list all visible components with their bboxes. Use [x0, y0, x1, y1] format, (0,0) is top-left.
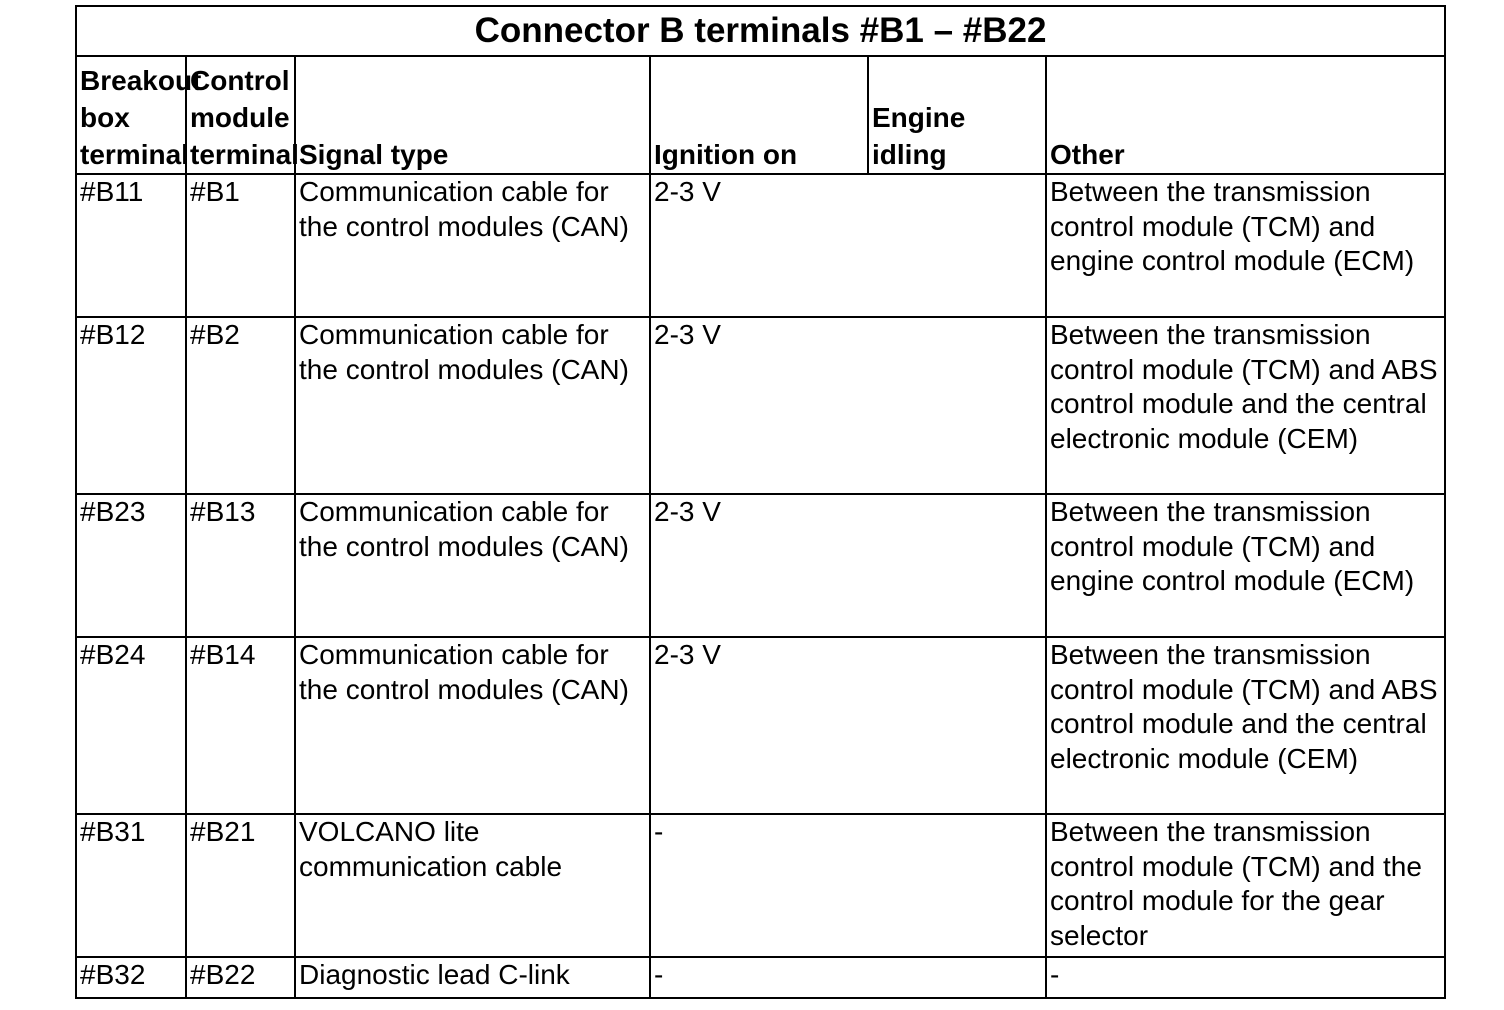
cell-other: -: [1046, 957, 1445, 998]
cell-module-terminal: #B14: [186, 637, 295, 814]
cell-voltage-value: 2-3 V: [650, 317, 1046, 494]
cell-breakout-terminal: #B23: [76, 494, 186, 637]
cell-breakout-terminal: #B32: [76, 957, 186, 998]
table-row: [76, 637, 1445, 814]
cell-breakout-terminal: #B24: [76, 637, 186, 814]
cell-other: Between the transmission control module (TCM) and ABS control module and the central electronic module (CEM): [1046, 637, 1445, 814]
cell-other: Between the transmission control module (TCM) and the control module for the gear selector: [1046, 814, 1445, 957]
header-engine-line-1: Engine: [872, 102, 966, 133]
cell-signal-type: Communication cable for the control modules (CAN): [295, 494, 650, 637]
cell-voltage-value: -: [650, 814, 1046, 957]
cell-other: Between the transmission control module (TCM) and ABS control module and the central electronic module (CEM): [1046, 317, 1445, 494]
cell-module-terminal: #B21: [186, 814, 295, 957]
cell-breakout-terminal: #B31: [76, 814, 186, 957]
cell-voltage-value: 2-3 V: [650, 494, 1046, 637]
cell-voltage-value: 2-3 V: [650, 637, 1046, 814]
connector-b-terminal-table: [75, 5, 1446, 999]
cell-voltage-value: 2-3 V: [650, 174, 1046, 317]
cell-signal-type: Communication cable for the control modules (CAN): [295, 637, 650, 814]
cell-module-terminal: #B2: [186, 317, 295, 494]
cell-module-terminal: #B1: [186, 174, 295, 317]
cell-signal-type: Diagnostic lead C-link: [295, 957, 650, 998]
table-row: [76, 317, 1445, 494]
header-breakout-line-1: Breakout: [80, 65, 202, 96]
cell-module-terminal: #B22: [186, 957, 295, 998]
header-breakout-box-terminal: [76, 56, 202, 174]
header-other: Other: [1046, 56, 1445, 174]
cell-other: Between the transmission control module (TCM) and engine control module (ECM): [1046, 494, 1445, 637]
table-row: [76, 494, 1445, 637]
header-control-line-2: module: [190, 102, 290, 133]
table-header-row: [76, 56, 1445, 174]
table-title-row: [76, 6, 1445, 56]
table-row: [76, 174, 1445, 317]
table-title: Connector B terminals #B1 – #B22: [76, 6, 1445, 56]
cell-signal-type: VOLCANO lite communication cable: [295, 814, 650, 957]
cell-other: Between the transmission control module (TCM) and engine control module (ECM): [1046, 174, 1445, 317]
cell-signal-type: Communication cable for the control modules (CAN): [295, 174, 650, 317]
header-breakout-line-2: box: [80, 102, 130, 133]
cell-module-terminal: #B13: [186, 494, 295, 637]
header-engine-line-2: idling: [872, 139, 947, 170]
header-control-line-3: terminal: [190, 139, 299, 170]
table-row: [76, 957, 1445, 998]
cell-signal-type: Communication cable for the control modules (CAN): [295, 317, 650, 494]
header-breakout-line-3: terminal: [80, 139, 189, 170]
header-signal-type: Signal type: [295, 56, 650, 174]
header-control-module-terminal: [186, 56, 299, 174]
cell-breakout-terminal: #B12: [76, 317, 186, 494]
header-engine-idling: [868, 56, 1046, 174]
cell-breakout-terminal: #B11: [76, 174, 186, 317]
cell-voltage-value: -: [650, 957, 1046, 998]
header-ignition-on: Ignition on: [650, 56, 868, 174]
table-row: [76, 814, 1445, 957]
header-control-line-1: Control: [190, 65, 290, 96]
